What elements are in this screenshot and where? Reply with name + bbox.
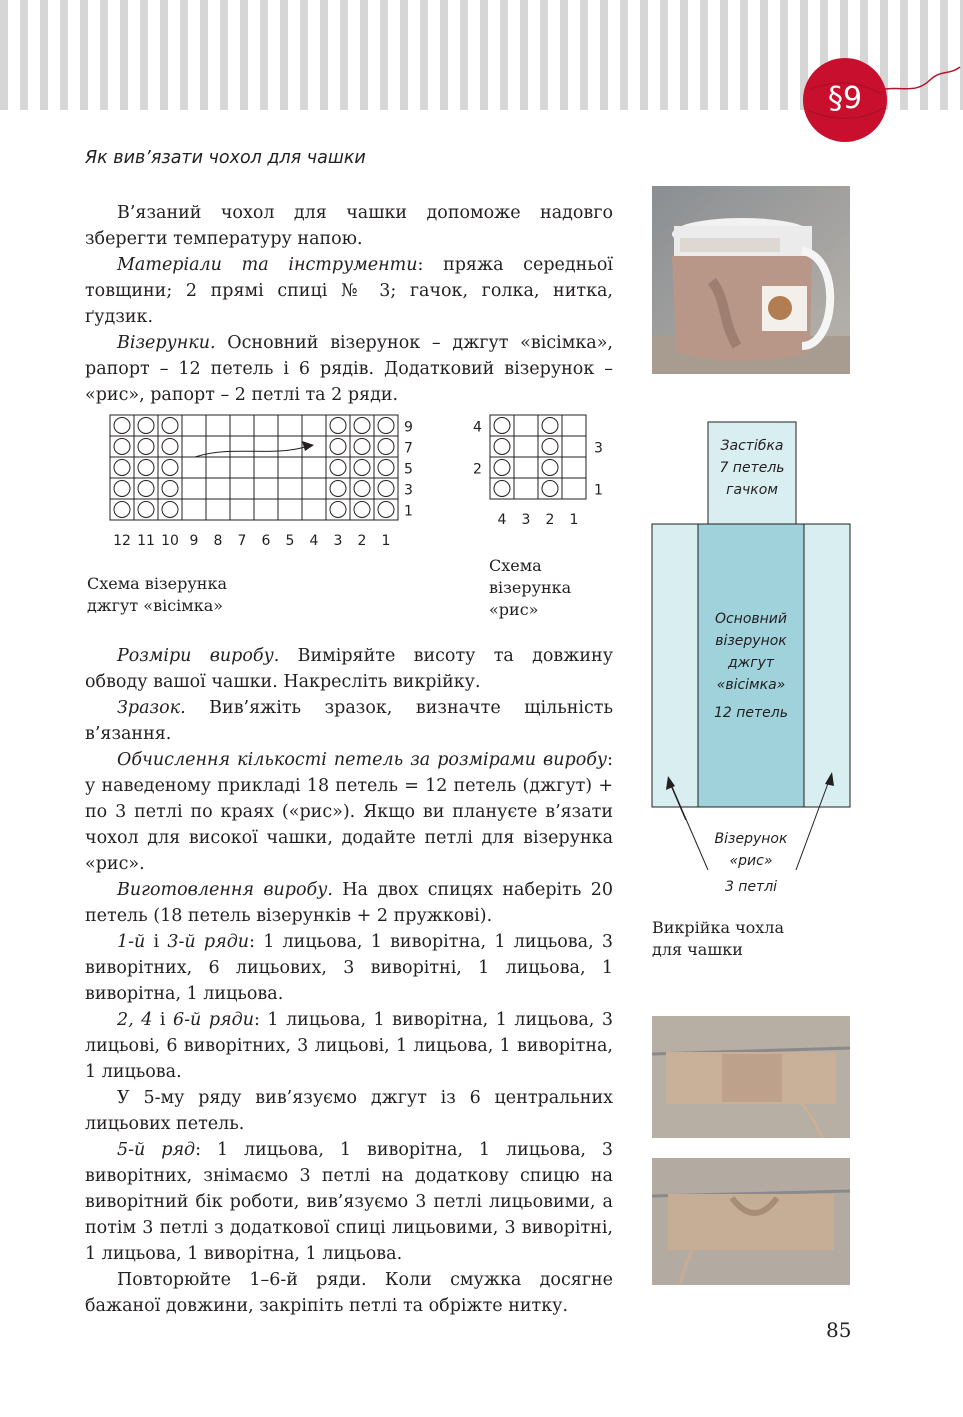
chart-cell (254, 478, 278, 499)
column-number-label: 4 (497, 512, 507, 528)
chart-cell (278, 415, 302, 436)
rows13-paragraph: 1-й і 3-й ряди: 1 лицьова, 1 виворітна, 1 лицьова, 3 виворітних, 6 лицьових, 3 виворітні, 1 лицьова, 1 виворітна, 1 лицьова. (85, 932, 613, 1004)
chart-cell (230, 499, 254, 520)
chart-cell (278, 457, 302, 478)
chart-cell (254, 499, 278, 520)
row5-paragraph: 5-й ряд: 1 лицьова, 1 виворітна, 1 лицьова, 3 виворітних, знімаємо 3 петлі на додаткову спицю на виворітний бік роботи, вив’язуємо 3 петлі лицьовими, а потім 3 петлі з додаткової спиці лицьовими, 3 виворітні, 1 лицьова, 1 виворітна, 1 лицьова. (85, 1140, 614, 1264)
section-title: Як вив’язати чохол для чашки (85, 148, 366, 168)
cable-panel-label: Основний візерунок джгут «вісімка» (714, 611, 788, 693)
chart-cell (206, 436, 230, 457)
row-number-label: 2 (473, 461, 482, 478)
column-number-label: 9 (189, 533, 199, 549)
rows246-paragraph: 2, 4 і 6-й ряди: 1 лицьова, 1 виворітна, 1 лицьова, 3 лицьові, 6 виворітних, 3 лицьові, 1 лицьова, 1 виворітна, 1 лицьова. (85, 1010, 613, 1082)
chart-cell (206, 499, 230, 520)
row-number-label: 3 (594, 440, 603, 457)
column-number-label: 12 (113, 533, 131, 549)
making-paragraph: Виготовлення виробу. На двох спицях наберіть 20 петель (18 петель візерунків + 2 пружкові). (85, 880, 613, 926)
chart-cell (182, 478, 206, 499)
clasp-label: Застібка 7 петель гачком (719, 438, 785, 498)
repeat-paragraph: Повторюйте 1–6-й ряди. Коли смужка досягне бажаної довжини, закріпіть петлі та обріжте нитку. (85, 1270, 613, 1316)
chart-cell (206, 478, 230, 499)
row-number-label: 7 (404, 440, 413, 457)
cable-chart-caption: Схема візерунка джгут «вісімка» (87, 574, 227, 615)
chart-cell (230, 457, 254, 478)
instructions-text (85, 643, 613, 1319)
chart-cell (514, 478, 538, 499)
knitting-photo-2 (652, 1158, 850, 1285)
column-number-label: 1 (381, 533, 391, 549)
column-number-label: 6 (261, 533, 271, 549)
chart-cell (254, 457, 278, 478)
column-number-label: 11 (137, 533, 155, 549)
rice-stitch-count: 3 петлі (724, 879, 778, 895)
column-number-label: 3 (521, 512, 531, 528)
chart-cell (182, 457, 206, 478)
materials-paragraph: Матеріали та інструменти: пряжа середньої товщини; 2 прямі спиці № 3; гачок, голка, нитка, ґудзик. (85, 255, 614, 327)
column-number-label: 4 (309, 533, 319, 549)
mug-cozy-photo (652, 186, 850, 374)
rice-pattern-chart (465, 405, 615, 545)
chart-cell (302, 478, 326, 499)
chart-cell (562, 436, 586, 457)
column-number-label: 10 (161, 533, 179, 549)
chart-cell (514, 415, 538, 436)
row-number-label: 3 (404, 482, 413, 499)
knitting-photo-1 (652, 1016, 850, 1138)
rice-chart-caption: Схема візерунка «рис» (489, 556, 572, 619)
row-number-label: 1 (594, 482, 603, 499)
chart-cell (278, 478, 302, 499)
column-number-label: 1 (569, 512, 579, 528)
rice-panel-label: Візерунок «рис» (714, 831, 788, 869)
pattern-diagram-caption: Викрійка чохла для чашки (652, 918, 785, 959)
calc-paragraph: Обчислення кількості петель за розмірами виробу: у наведеному прикладі 18 петель = 12 петель (джгут) + по 3 петлі по краях («рис»). Якщо ви плануєте в’язати чохол для високої чашки, додайте петлі для візерунка «рис». (85, 750, 613, 874)
column-number-label: 2 (545, 512, 555, 528)
chart-cell (562, 457, 586, 478)
chart-cell (182, 499, 206, 520)
patterns-paragraph: Візерунки. Основний візерунок – джгут «вісімка», рапорт – 12 петель і 6 рядів. Додатковий візерунок – «рис», рапорт – 2 петлі та 2 ряди. (85, 333, 613, 405)
chart-cell (182, 436, 206, 457)
intro-paragraph: В’язаний чохол для чашки допоможе надовго зберегти температуру напою. (85, 203, 613, 249)
row-number-label: 1 (404, 503, 413, 520)
section-number: §9 (827, 81, 863, 116)
chart-cell (302, 499, 326, 520)
chart-cell (514, 457, 538, 478)
row-number-label: 9 (404, 419, 413, 436)
intro-text (85, 200, 613, 408)
sizes-paragraph: Розміри виробу. Виміряйте висоту та довжину обводу вашої чашки. Накресліть викрійку. (85, 646, 614, 692)
row5-intro-paragraph: У 5-му ряду вив’язуємо джгут із 6 центральних лицьових петель. (85, 1088, 613, 1134)
chart-cell (254, 436, 278, 457)
chart-cell (302, 457, 326, 478)
cable-pattern-chart (100, 405, 430, 565)
chart-cell (206, 415, 230, 436)
chart-cell (206, 457, 230, 478)
row-number-label: 4 (473, 419, 482, 436)
chart-cell (230, 415, 254, 436)
column-number-label: 8 (213, 533, 223, 549)
chart-cell (514, 436, 538, 457)
chart-cell (302, 415, 326, 436)
column-number-label: 2 (357, 533, 367, 549)
chart-cell (182, 415, 206, 436)
page-number: 85 (826, 1318, 852, 1342)
column-number-label: 7 (237, 533, 247, 549)
chart-cell (230, 436, 254, 457)
chart-cell (278, 436, 302, 457)
chart-cell (254, 415, 278, 436)
section-badge (790, 55, 963, 155)
column-number-label: 5 (285, 533, 295, 549)
chart-cell (230, 478, 254, 499)
row-number-label: 5 (404, 461, 413, 478)
cable-stitch-count: 12 петель (714, 705, 788, 721)
chart-cell (562, 478, 586, 499)
column-number-label: 3 (333, 533, 343, 549)
chart-cell (562, 415, 586, 436)
chart-cell (278, 499, 302, 520)
sample-paragraph: Зразок. Вив’яжіть зразок, визначте щільність в’язання. (85, 698, 613, 744)
